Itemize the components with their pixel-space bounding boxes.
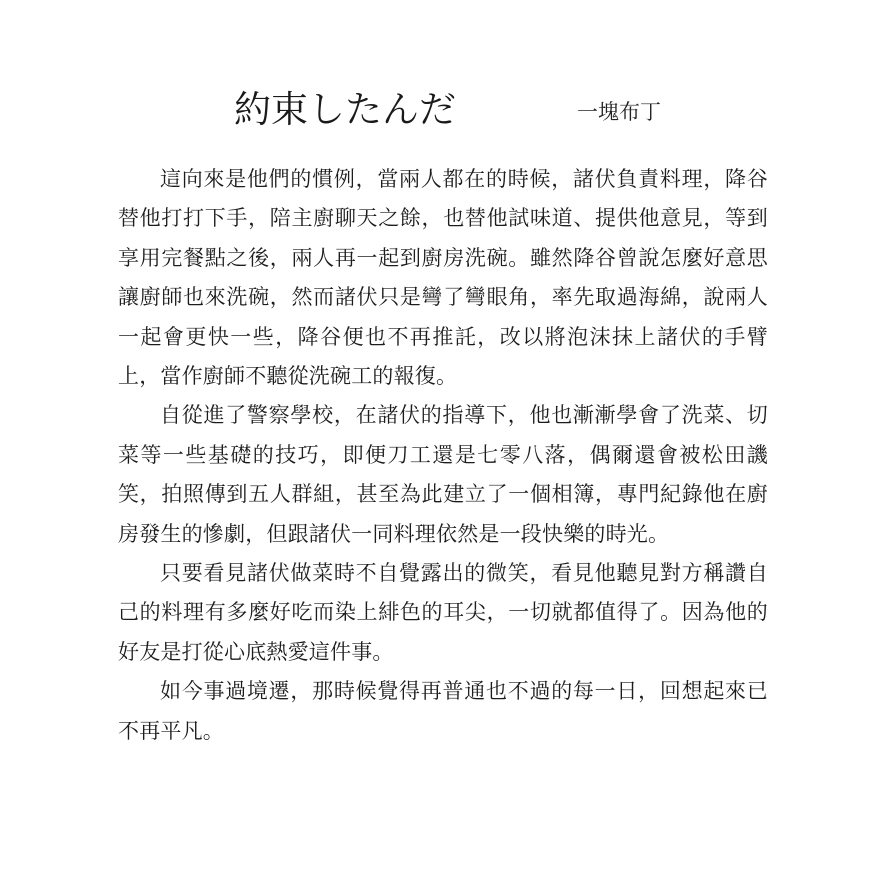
paragraph: 只要看見諸伏做菜時不自覺露出的微笑，看見他聽見對方稱讚自己的料理有多麼好吃而染上緋色的耳尖，一切就都值得了。因為他的好友是打從心底熱愛這件事。 [118,561,768,664]
author-name: 一塊布丁 [577,100,661,124]
paragraph: 如今事過境遷，那時候覺得再普通也不過的每一日，回想起來已不再平凡。 [118,679,768,743]
paragraph: 自從進了警察學校，在諸伏的指導下，他也漸漸學會了洗菜、切菜等一些基礎的技巧，即便刀工還是七零八落，偶爾還會被松田譏笑，拍照傳到五人群組，甚至為此建立了一個相簿，專門紀錄他在廚房發生的慘劇，但跟諸伏一同料理依然是一段快樂的時光。 [118,403,768,546]
story-title: 約束したんだ [234,88,456,131]
paragraph: 這向來是他們的慣例，當兩人都在的時候，諸伏負責料理，降谷替他打打下手，陪主廚聊天之餘，也替他試味道、提供他意見，等到享用完餐點之後，兩人再一起到廚房洗碗。雖然降谷曾說怎麼好意思讓廚師也來洗碗，然而諸伏只是彎了彎眼角，率先取過海綿，說兩人一起會更快一些，降谷便也不再推託，改以將泡沫抹上諸伏的手臂上，當作廚師不聽從洗碗工的報復。 [118,167,768,389]
story-body [118,160,768,751]
